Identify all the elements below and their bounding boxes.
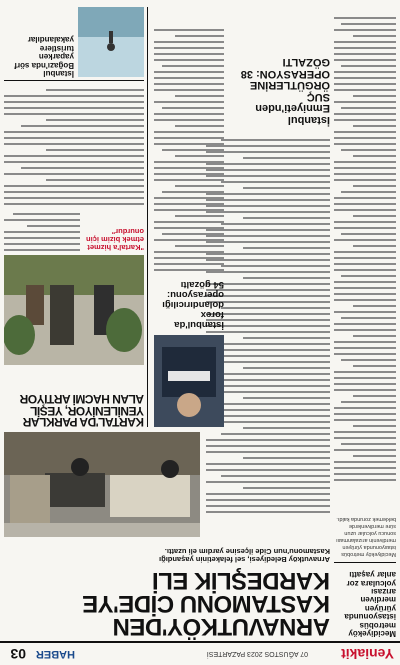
kartal-park-photo xyxy=(4,255,144,365)
sidebar-body-text xyxy=(334,11,396,481)
kartal-body xyxy=(4,85,144,205)
kartal-story-header xyxy=(4,367,144,427)
kartal-body-col2 xyxy=(4,209,80,251)
police-photo xyxy=(154,335,224,427)
issue-date: 07 AĞUSTOS 2023 PAZARTESİ xyxy=(206,650,308,657)
section-label: HABER xyxy=(35,648,75,660)
sub-story-forex xyxy=(154,7,224,329)
divider xyxy=(4,80,144,81)
main-story-photo xyxy=(4,432,200,537)
forex-body xyxy=(154,21,224,271)
main-headline: ARNAVUTKÖY'DEN KASTAMONU CİDE'YE KARDEŞLİK ELİ xyxy=(82,567,330,640)
sidebar-intro xyxy=(334,487,396,557)
main-story-body xyxy=(206,133,330,513)
pull-quote-text: "Kartal'a hizmet etmek bizim için onurdur" xyxy=(86,227,144,252)
surf-photo xyxy=(78,7,144,77)
forex-headline: İstanbul'da forex dolandırıcılığı operasyonu: 54 gözaltı xyxy=(162,279,224,330)
main-deck: Arnavutköy Belediyesi, sel felaketinin yaşandığı Kastamonu'nun Cide ilçesine yardım eli uzattı. xyxy=(159,546,330,564)
sidebar-intro-text: Mecidiyeköy metrobüs istasyonunda yürüyen merdivenin arızalanması sonucu yolcular uzun süre merdivenlerde beklemek zorunda kaldı. xyxy=(336,516,396,557)
masthead-logo: Yeniakit xyxy=(341,646,394,662)
surf-story xyxy=(4,7,74,77)
pull-quote xyxy=(84,211,144,251)
sub-story-crime xyxy=(230,7,330,125)
left-sidebar xyxy=(334,7,396,637)
page-header xyxy=(0,641,400,665)
page-number: 03 xyxy=(10,646,26,662)
column-divider xyxy=(147,7,148,427)
sidebar-title: Mecidiyeköy metrobüs istasyonunda yürüyen merdiven arızası yolculara zor anlar yaşattı xyxy=(344,570,396,638)
kartal-headline: KARTAL'DA PARKLAR YENİLENİYOR, YEŞİL ALAN HACMİ ARTIYOR xyxy=(20,392,144,429)
crime-headline: İstanbul Emniyeti'nden SUÇ ÖRGÜTLERİNE OPERASYON: 38 GÖZALTI xyxy=(240,56,330,126)
surf-headline: İstanbul Boğazı'nda sörf yaparken turistlere yakalandılar xyxy=(14,35,74,78)
divider xyxy=(334,562,396,563)
